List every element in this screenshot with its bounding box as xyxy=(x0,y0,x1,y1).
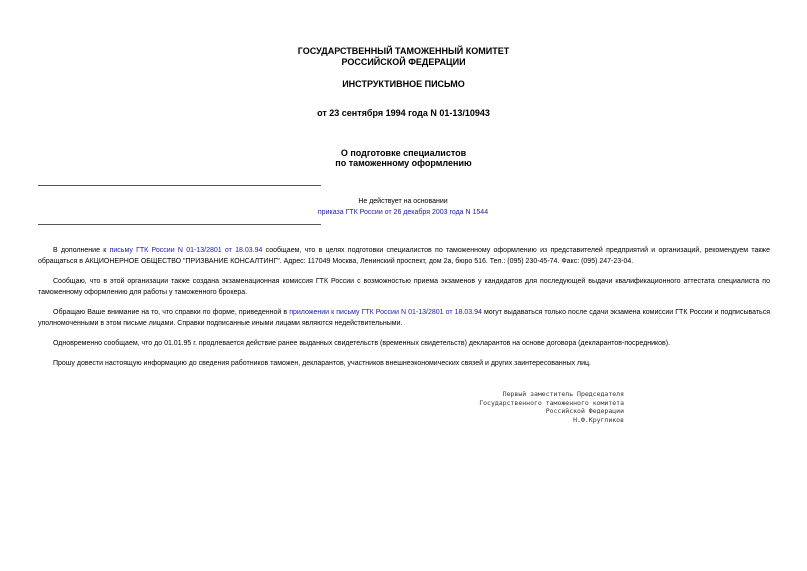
letter-2801-link[interactable]: письму ГТК России N 01-13/2801 от 18.03.94 xyxy=(109,247,263,254)
status-note: Не действует на основании xyxy=(358,198,448,205)
status-link-wrap xyxy=(300,207,506,218)
document-type: ИНСТРУКТИВНОЕ ПИСЬМО xyxy=(342,79,465,89)
separator-bottom xyxy=(38,224,321,225)
paragraph-1 xyxy=(38,245,770,267)
document-subject-line1: О подготовке специалистов xyxy=(340,148,467,158)
paragraph-5: Прошу довести настоящую информацию до сведения работников таможен, декларантов, участников внешнеэкономических связей и других заинтересованных лиц. xyxy=(53,360,591,367)
paragraph-2: Сообщаю, что в этой организации также создана экзаменационная комиссия ГТК России с возможностью приема экзаменов у кандидатов для последующей выдачи квалификационного аттестата специалиста по таможенному оформлению для работы у таможенного брокера. xyxy=(38,278,770,296)
signatory-name: Н.Ф.Кругликов xyxy=(573,415,624,424)
paragraph-3-text-end: могут выдаваться только после сдачи экзамена комиссии ГТК России и подписываться уполномоченными в этом письме лицами. Справки подписанные иными лицами являются недействительными. xyxy=(38,309,770,327)
signature-line3: Российской Федерации xyxy=(545,407,624,416)
signature-line1: Первый заместитель Председателя xyxy=(502,390,624,398)
status-link[interactable]: приказа ГТК России от 26 декабря 2003 года N 1544 xyxy=(317,209,489,216)
paragraph-1-text-end: сообщаем, что в целях подготовки специалистов по таможенному оформлению из представителей предприятий и организаций, рекомендуем также обращаться в АКЦИОНЕРНОЕ ОБЩЕСТВО "ПРИЗВАНИЕ КОНСАЛТИНГ". Адрес: 117049 Москва, Ленинский проспект, дом 2а, бюро 516. Тел.: (095) 230-45-74. Факс: (095) 247-23-04. xyxy=(38,247,771,265)
signature-block xyxy=(420,390,624,424)
appendix-letter-2801-link[interactable]: приложении к письму ГТК России N 01-13/2801 от 18.03.94 xyxy=(289,309,482,316)
org-name-line1: ГОСУДАРСТВЕННЫЙ ТАМОЖЕННЫЙ КОМИТЕТ xyxy=(297,46,510,56)
paragraph-4: Одновременно сообщаем, что до 01.01.95 г. продлевается действие ранее выданных свидетельств (временных свидетельств) декларантов на основе договора (декларантов-посредников). xyxy=(53,340,671,347)
org-name-line2: РОССИЙСКОЙ ФЕДЕРАЦИИ xyxy=(341,57,466,67)
paragraph-3 xyxy=(38,307,770,329)
paragraph-1-text-start: В дополнение к xyxy=(53,247,110,254)
separator-top xyxy=(38,185,321,186)
document-date-number: от 23 сентября 1994 года N 01-13/10943 xyxy=(317,108,490,118)
paragraph-3-text-start: Обращаю Ваше внимание на то, что справки по форме, приведенной в xyxy=(53,309,290,316)
document-subject-line2: по таможенному оформлению xyxy=(335,158,472,168)
signature-line2: Государственного таможенного комитета xyxy=(479,398,624,407)
